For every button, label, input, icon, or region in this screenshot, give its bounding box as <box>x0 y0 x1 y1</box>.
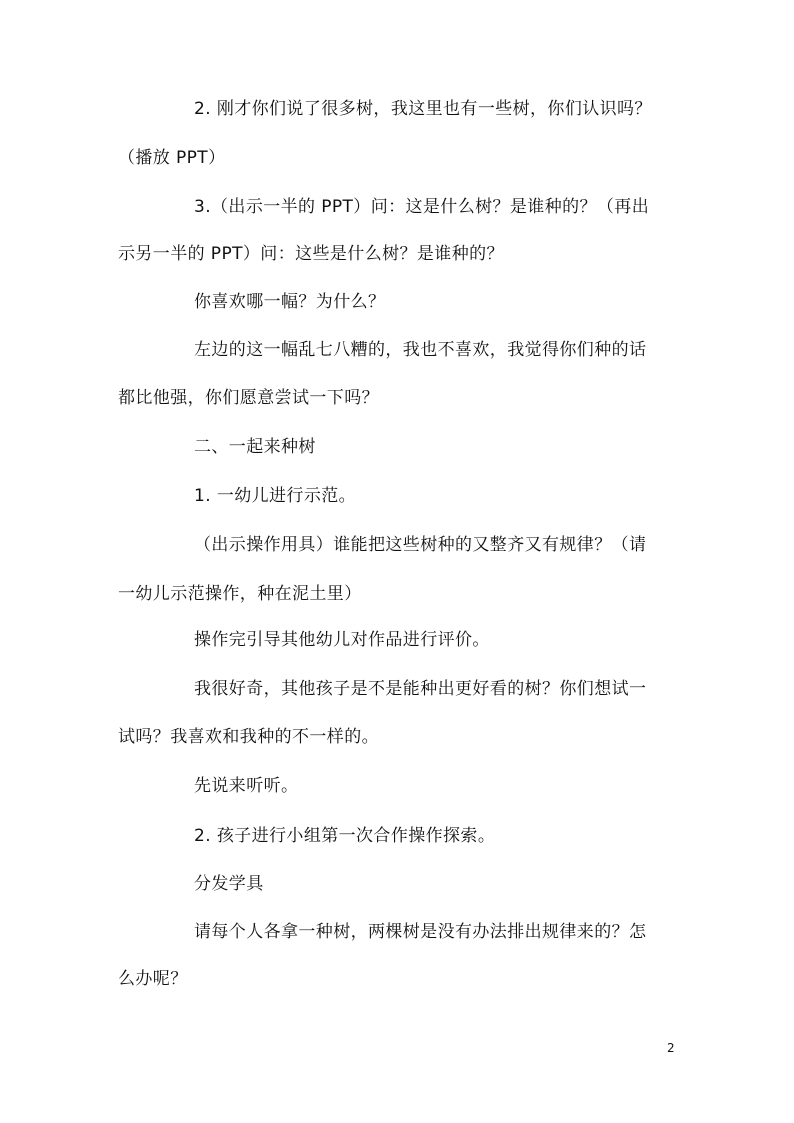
paragraph-line: 么办呢？ <box>118 969 188 989</box>
paragraph-line: 2. 孩子进行小组第一次合作操作探索。 <box>194 826 496 846</box>
paragraph-line: （出示操作用具）谁能把这些树种的又整齐又有规律？（请 <box>194 535 647 555</box>
paragraph-line: 左边的这一幅乱七八糟的，我也不喜欢，我觉得你们种的话 <box>194 340 647 360</box>
paragraph-line: （播放 PPT） <box>118 148 226 168</box>
paragraph-line: 试吗？我喜欢和我种的不一样的。 <box>118 727 379 747</box>
paragraph-line: 都比他强，你们愿意尝试一下吗？ <box>118 388 379 408</box>
paragraph-line: 先说来听听。 <box>194 776 299 796</box>
paragraph-line: 你喜欢哪一幅？为什么？ <box>194 292 386 312</box>
paragraph-line: 我很好奇，其他孩子是不是能种出更好看的树？你们想试一 <box>194 679 647 699</box>
paragraph-line: 请每个人各拿一种树，两棵树是没有办法排出规律来的？怎 <box>194 922 647 942</box>
paragraph-line: 示另一半的 PPT）问：这些是什么树？是谁种的？ <box>118 244 504 264</box>
paragraph-line: 1. 一幼儿进行示范。 <box>194 486 357 506</box>
paragraph-line: 操作完引导其他幼儿对作品进行评价。 <box>194 630 490 650</box>
page-number: 2 <box>667 1041 675 1055</box>
paragraph-line: 一幼儿示范操作，种在泥土里） <box>118 584 362 604</box>
section-heading: 二、一起来种树 <box>194 437 316 457</box>
paragraph-line: 分发学具 <box>194 874 264 894</box>
paragraph-line: 3.（出示一半的 PPT）问：这是什么树？是谁种的？（再出 <box>194 197 650 217</box>
paragraph-line: 2. 刚才你们说了很多树，我这里也有一些树，你们认识吗？ <box>194 99 652 119</box>
